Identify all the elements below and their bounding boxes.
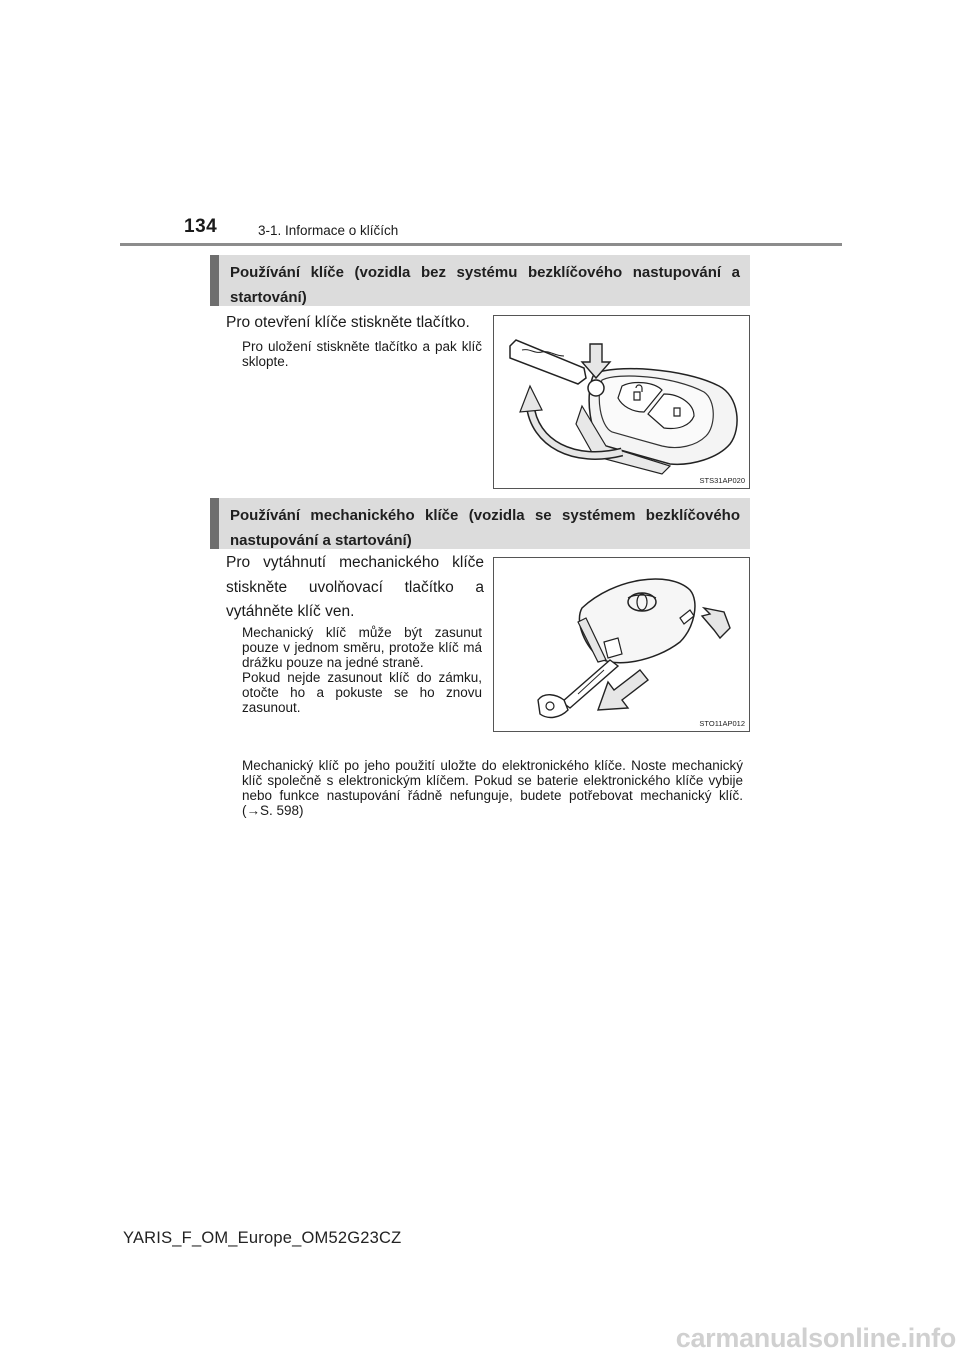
note-key-flip: Pokud nejde zasunout klíč do zámku, otočte ho a pokuste se ho znovu zasunout. (242, 670, 482, 715)
figure-code: STO11AP012 (699, 719, 745, 728)
section-heading-mechanical-key: Používání mechanického klíče (vozidla se systémem bezklíčového nastupování a startování) (210, 498, 750, 549)
chapter-title: 3-1. Informace o klíčích (258, 223, 399, 238)
note-key-groove: Mechanický klíč může být zasunut pouze v jednom směru, protože klíč má drážku pouze na jedné straně. (242, 625, 482, 670)
watermark: carmanualsonline.info (675, 1323, 956, 1353)
footnote-mechanical-key: Mechanický klíč po jeho použití uložte do elektronického klíče. Noste mechanický klíč společně s elektronickým klíčem. Pokud se baterie elektronického klíče vybije nebo funkce nastupování řádně nefunguje, budete potřebovat mechanický klíč. (→S. 598) (242, 758, 743, 818)
document-code: YARIS_F_OM_Europe_OM52G23CZ (123, 1229, 402, 1247)
figure-code: STS31AP020 (699, 476, 745, 485)
figure-smart-key (493, 557, 750, 732)
flip-key-illustration (494, 316, 749, 488)
figure-flip-key (493, 315, 750, 489)
section-heading-key-usage: Používání klíče (vozidla bez systému bezklíčového nastupování a startování) (210, 255, 750, 306)
header-rule (120, 243, 842, 246)
instruction-open-key: Pro otevření klíče stiskněte tlačítko. (226, 314, 470, 331)
page-number: 134 (184, 216, 218, 237)
note-store-key: Pro uložení stiskněte tlačítko a pak klíč sklopte. (242, 339, 482, 369)
smart-key-illustration (494, 558, 749, 731)
instruction-pull-key: Pro vytáhnutí mechanického klíče stiskněte uvolňovací tlačítko a vytáhněte klíč ven. (226, 554, 484, 620)
note-key-direction (242, 625, 482, 715)
